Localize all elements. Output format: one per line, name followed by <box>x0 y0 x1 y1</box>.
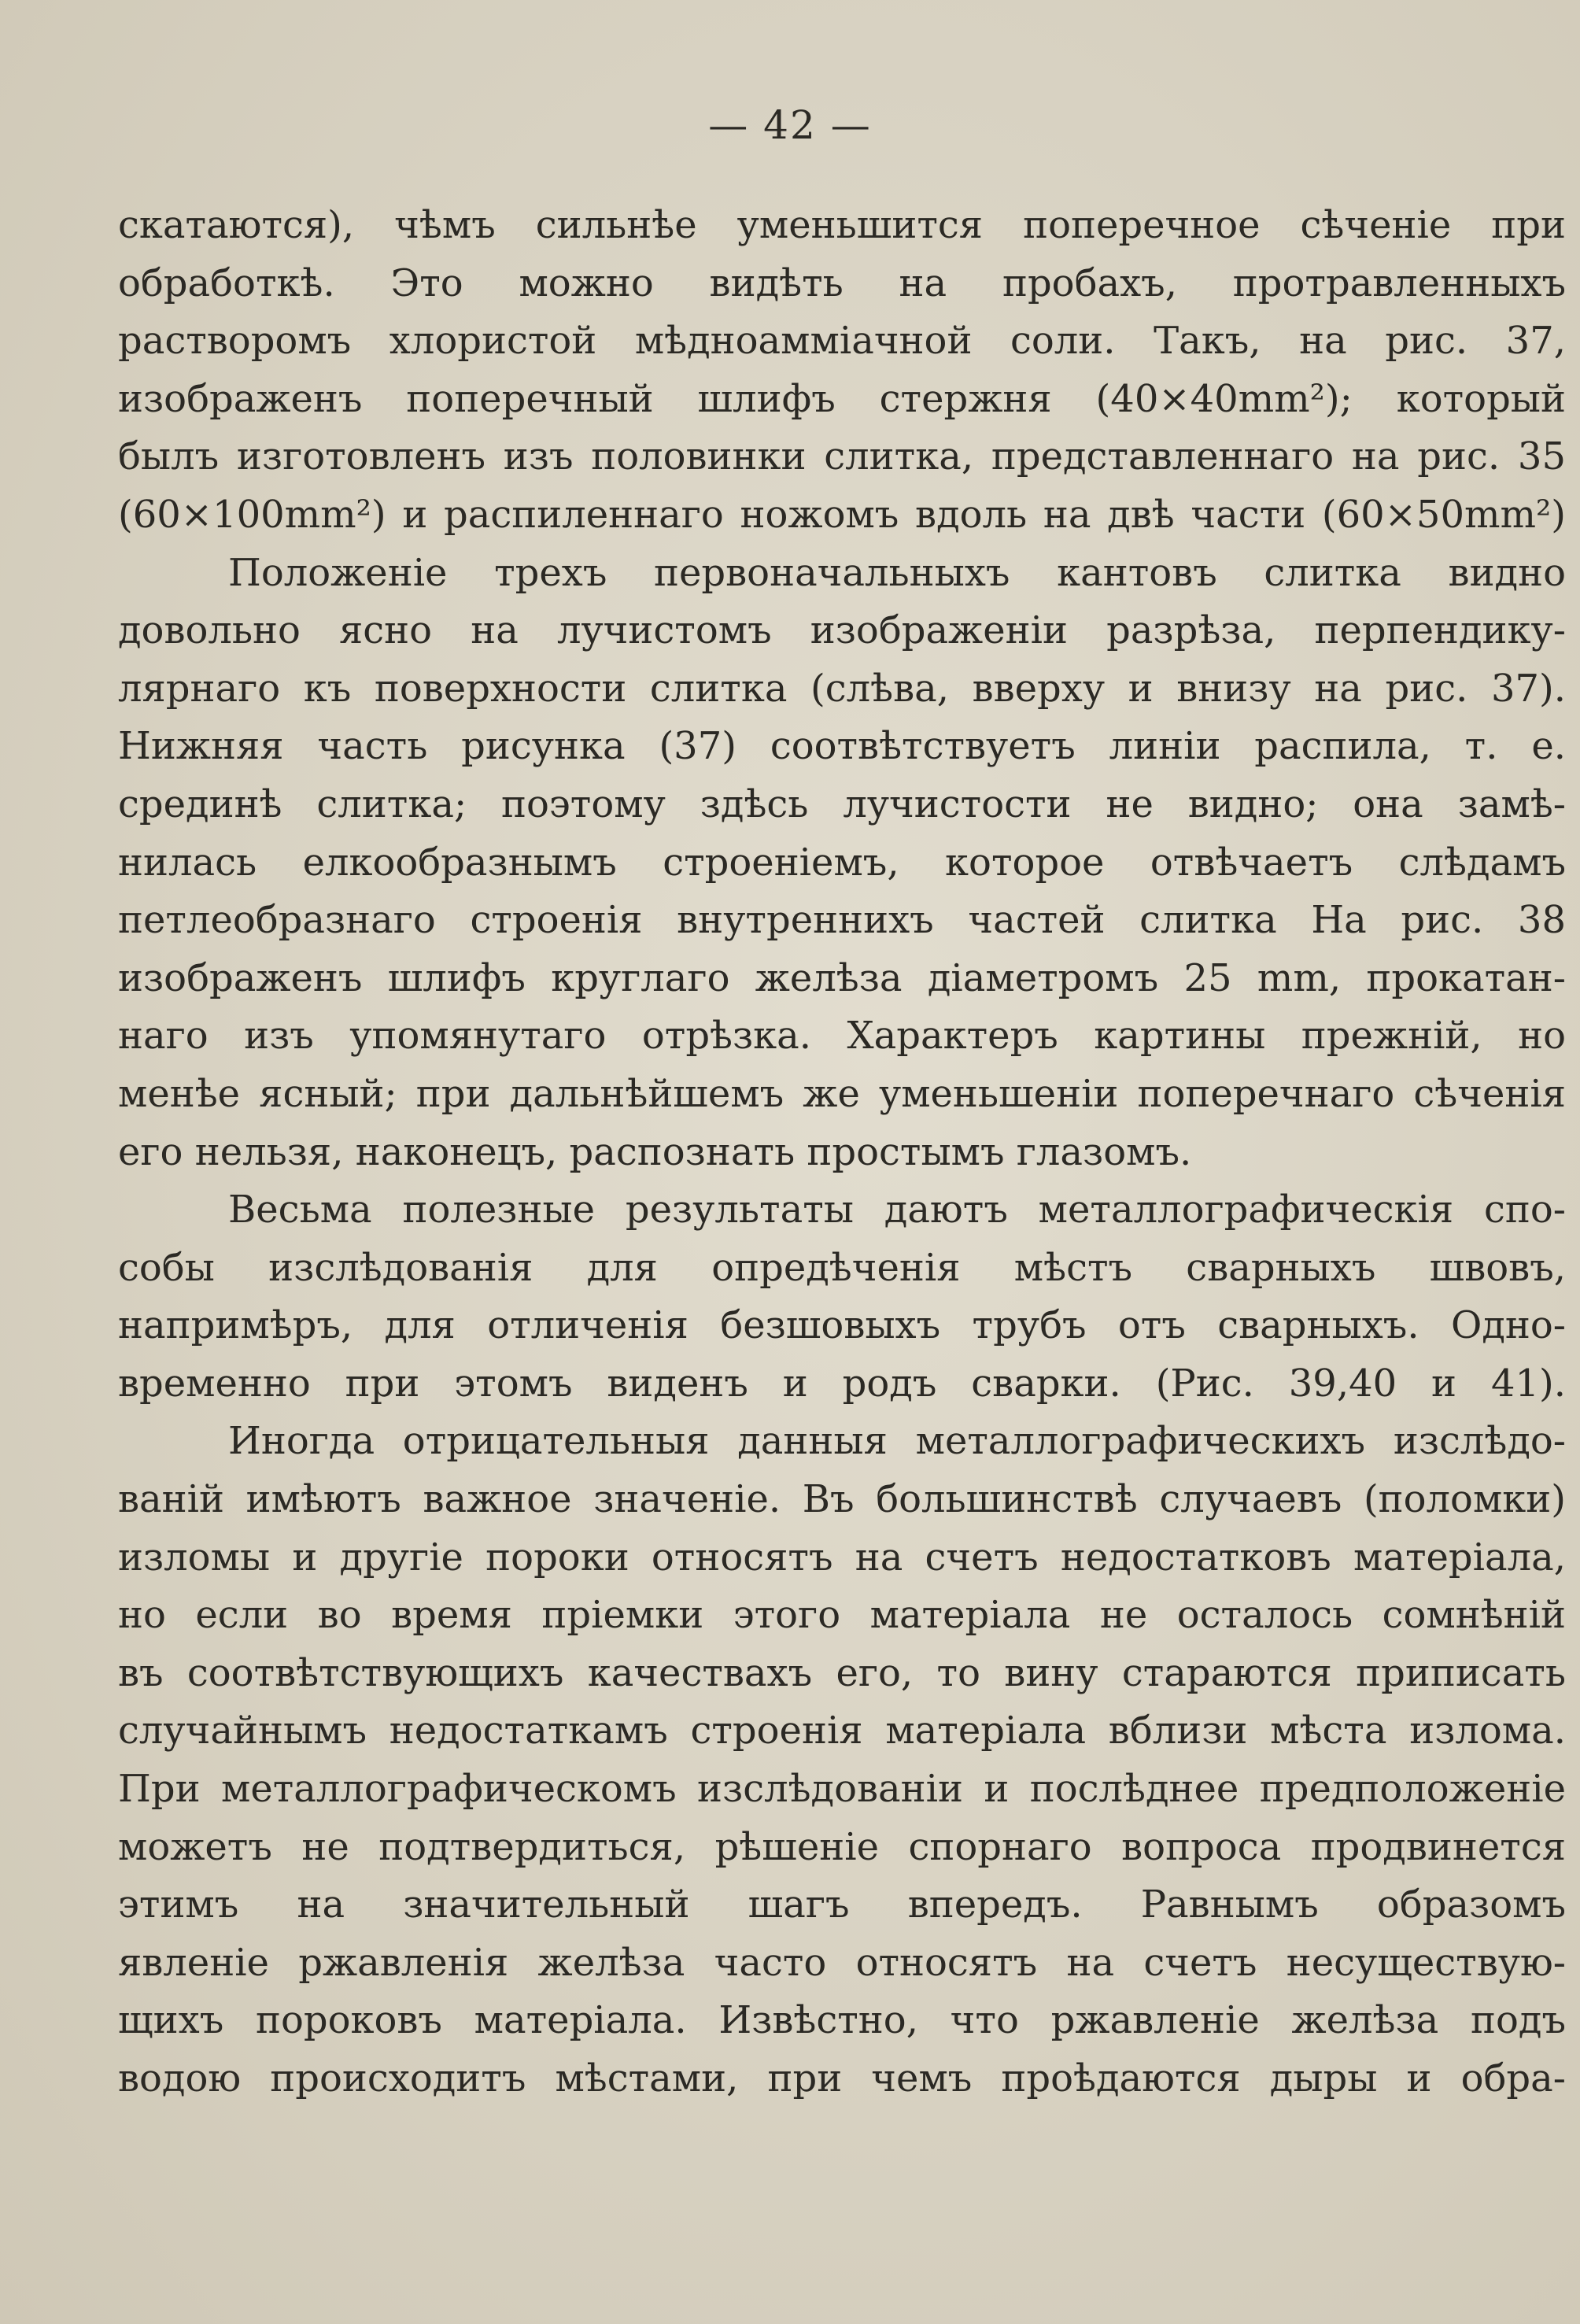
text-line: Иногда отрицательныя данныя металлографическихъ изслѣдо- <box>228 1419 1566 1464</box>
text-line: скатаются), чѣмъ сильнѣе уменьшится поперечное сѣченіе при <box>118 203 1566 247</box>
text-line: довольно ясно на лучистомъ изображеніи разрѣза, перпендику- <box>118 608 1566 653</box>
text-line: водою происходитъ мѣстами, при чемъ проѣдаются дыры и обра- <box>118 2056 1566 2100</box>
text-body <box>118 197 1566 2108</box>
text-line: нилась елкообразнымъ строеніемъ, которое отвѣчаетъ слѣдамъ <box>118 840 1566 885</box>
text-line: его нельзя, наконецъ, распознать простымъ глазомъ. <box>118 1129 1192 1174</box>
text-line: (60×100mm²) и распиленнаго ножомъ вдоль на двѣ части (60×50mm²) <box>118 492 1566 537</box>
text-line: щихъ пороковъ матеріала. Извѣстно, что ржавленіе желѣза подъ <box>118 1998 1566 2043</box>
text-line: явленіе ржавленія желѣза часто относятъ на счетъ несуществую- <box>118 1940 1566 1985</box>
page-number: — 42 — <box>708 102 872 148</box>
text-line: случайнымъ недостаткамъ строенія матеріала вблизи мѣста излома. <box>118 1709 1566 1753</box>
text-line: но если во время пріемки этого матеріала не осталось сомнѣній <box>118 1593 1566 1638</box>
text-line: собы изслѣдованія для опредѣченія мѣстъ сварныхъ швовъ, <box>118 1245 1566 1290</box>
paragraph-1 <box>118 197 1566 545</box>
text-line: наго изъ упомянутаго отрѣзка. Характеръ картины прежній, но <box>118 1014 1566 1059</box>
paragraph-4 <box>118 1413 1566 2108</box>
text-line: можетъ не подтвердиться, рѣшеніе спорнаго вопроса продвинется <box>118 1824 1566 1869</box>
text-line: этимъ на значительный шагъ впередъ. Равнымъ образомъ <box>118 1882 1566 1927</box>
text-line: изображенъ шлифъ круглаго желѣза діаметромъ 25 mm, прокатан- <box>118 955 1566 1000</box>
text-line: растворомъ хлористой мѣдноаммiачной соли. Такъ, на рис. 37, <box>118 319 1566 364</box>
text-line: былъ изготовленъ изъ половинки слитка, представленнаго на рис. 35 <box>118 434 1566 479</box>
text-line: Положеніе трехъ первоначальныхъ кантовъ слитка видно <box>228 550 1566 595</box>
text-line: Нижняя часть рисунка (37) соотвѣтствуетъ линіи распила, т. е. <box>118 724 1566 769</box>
text-line: срединѣ слитка; поэтому здѣсь лучистости не видно; она замѣ- <box>118 781 1566 826</box>
text-line: въ соотвѣтствующихъ качествахъ его, то вину стараются приписать <box>118 1650 1566 1695</box>
text-line: обработкѣ. Это можно видѣть на пробахъ, протравленныхъ <box>118 260 1566 305</box>
text-line: изломы и другіе пороки относятъ на счетъ недостатковъ матеріала, <box>118 1535 1566 1580</box>
text-line: При металлографическомъ изслѣдованіи и послѣднее предположеніе <box>118 1767 1566 1812</box>
text-line: Весьма полезные результаты даютъ металлографическія спо- <box>228 1188 1566 1232</box>
paragraph-2 <box>118 545 1566 1182</box>
text-line: ваній имѣютъ важное значеніе. Въ большинствѣ случаевъ (поломки) <box>118 1477 1566 1522</box>
paragraph-3 <box>118 1181 1566 1413</box>
text-line: петлеобразнаго строенія внутреннихъ частей слитка На рис. 38 <box>118 898 1566 943</box>
text-line: менѣе ясный; при дальнѣйшемъ же уменьшеніи поперечнаго сѣченія <box>118 1071 1566 1116</box>
text-line: изображенъ поперечный шлифъ стержня (40×40mm²); который <box>118 376 1566 421</box>
text-line: напримѣръ, для отличенія безшовыхъ трубъ отъ сварныхъ. Одно- <box>118 1303 1566 1348</box>
text-line: временно при этомъ виденъ и родъ сварки. (Рис. 39,40 и 41). <box>118 1361 1566 1406</box>
text-line: лярнаго къ поверхности слитка (слѣва, вверху и внизу на рис. 37). <box>118 666 1566 711</box>
